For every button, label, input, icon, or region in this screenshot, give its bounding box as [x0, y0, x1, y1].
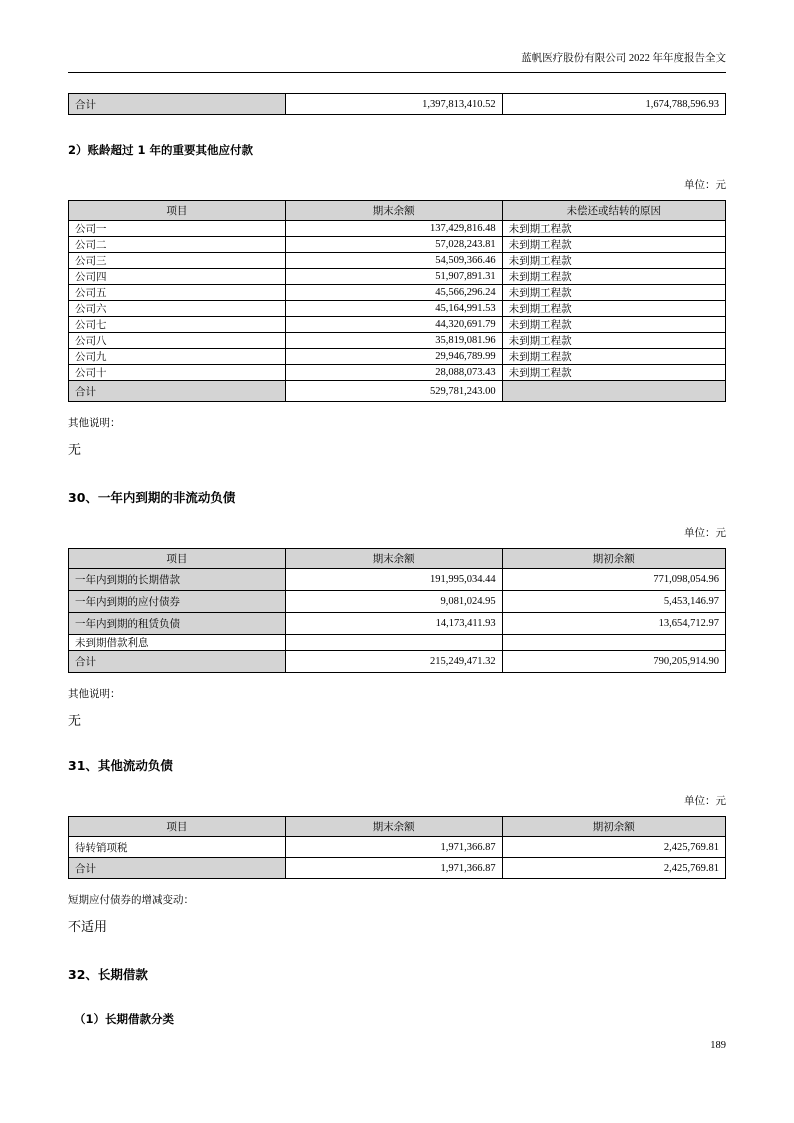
- table-row: [69, 94, 726, 115]
- table-cell: 29,946,789.99: [285, 349, 502, 365]
- table-cell: 5,453,146.97: [502, 591, 725, 613]
- table-row: [69, 333, 726, 349]
- table-cell: 公司十: [69, 365, 286, 381]
- column-header: 期初余额: [502, 817, 725, 837]
- table-cell: 54,509,366.46: [285, 253, 502, 269]
- table-row: [69, 858, 726, 879]
- subsection-heading-loan-classification: （1）长期借款分类: [74, 1012, 175, 1026]
- table-cell: 公司五: [69, 285, 286, 301]
- column-header: 项目: [69, 817, 286, 837]
- table-cell: 51,907,891.31: [285, 269, 502, 285]
- column-header: 期末余额: [285, 817, 502, 837]
- table-cell: 一年内到期的租赁负债: [69, 613, 286, 635]
- table-cell: 28,088,073.43: [285, 365, 502, 381]
- table-row: [69, 285, 726, 301]
- unit-label: 单位：元: [684, 180, 726, 191]
- other-note-label: 其他说明：: [68, 689, 121, 700]
- table-row: [69, 317, 726, 333]
- section-heading-aging-payables: 2）账龄超过 1 年的重要其他应付款: [68, 143, 254, 157]
- section-heading-long-term-loans: 32、长期借款: [68, 967, 148, 982]
- table-row: [69, 569, 726, 591]
- table-cell: 未到期工程款: [502, 333, 725, 349]
- table-cell: 公司四: [69, 269, 286, 285]
- table-row: [69, 651, 726, 673]
- column-header: 项目: [69, 201, 286, 221]
- table-cell: 13,654,712.97: [502, 613, 725, 635]
- table-cell: 公司八: [69, 333, 286, 349]
- table-cell: 合计: [69, 94, 286, 115]
- table-cell: 未到期工程款: [502, 285, 725, 301]
- table-cell: 公司二: [69, 237, 286, 253]
- table-cell: 1,971,366.87: [285, 858, 502, 879]
- table-cell: 1,674,788,596.93: [502, 94, 725, 115]
- table-cell: 一年内到期的应付债券: [69, 591, 286, 613]
- other-current-liabilities-table: [68, 816, 726, 879]
- table-row: [69, 301, 726, 317]
- column-header: 期末余额: [285, 549, 502, 569]
- table-cell: 未到期工程款: [502, 317, 725, 333]
- table-row: [69, 253, 726, 269]
- aging-payables-table: [68, 200, 726, 402]
- table-cell: 57,028,243.81: [285, 237, 502, 253]
- short-term-bonds-change-label: 短期应付债券的增减变动：: [68, 895, 194, 906]
- table-cell: 1,971,366.87: [285, 837, 502, 858]
- table-cell: 一年内到期的长期借款: [69, 569, 286, 591]
- page-number: 189: [710, 1040, 726, 1051]
- table-cell: [285, 635, 502, 651]
- column-header: 项目: [69, 549, 286, 569]
- table-cell: 公司三: [69, 253, 286, 269]
- table-row: [69, 237, 726, 253]
- table-cell: 44,320,691.79: [285, 317, 502, 333]
- table-cell: 771,098,054.96: [502, 569, 725, 591]
- table-row: [69, 381, 726, 402]
- table-cell: 45,164,991.53: [285, 301, 502, 317]
- table-cell: 公司一: [69, 221, 286, 237]
- table-cell: 合计: [69, 651, 286, 673]
- other-note-value: 无: [68, 442, 82, 457]
- table-row: [69, 591, 726, 613]
- table-header-row: [69, 549, 726, 569]
- carryover-total-table: [68, 93, 726, 115]
- short-term-bonds-change-value: 不适用: [68, 919, 108, 934]
- table-cell: 公司六: [69, 301, 286, 317]
- table-cell: 公司七: [69, 317, 286, 333]
- table-cell: 未到期借款利息: [69, 635, 286, 651]
- table-cell: 合计: [69, 381, 286, 402]
- table-row: [69, 837, 726, 858]
- table-cell: 未到期工程款: [502, 253, 725, 269]
- table-cell: 137,429,816.48: [285, 221, 502, 237]
- table-cell: 529,781,243.00: [285, 381, 502, 402]
- table-header-row: [69, 817, 726, 837]
- table-cell: 未到期工程款: [502, 301, 725, 317]
- table-cell: 待转销项税: [69, 837, 286, 858]
- unit-label: 单位：元: [684, 528, 726, 539]
- table-cell: 215,249,471.32: [285, 651, 502, 673]
- column-header: 未偿还或结转的原因: [502, 201, 725, 221]
- table-cell: [502, 381, 725, 402]
- table-row: [69, 613, 726, 635]
- table-cell: 合计: [69, 858, 286, 879]
- table-row: [69, 269, 726, 285]
- table-cell: 未到期工程款: [502, 365, 725, 381]
- table-row: [69, 365, 726, 381]
- table-cell: 公司九: [69, 349, 286, 365]
- table-cell: 2,425,769.81: [502, 837, 725, 858]
- column-header: 期末余额: [285, 201, 502, 221]
- table-row: [69, 635, 726, 651]
- noncurrent-liabilities-due-table: [68, 548, 726, 673]
- table-cell: 1,397,813,410.52: [285, 94, 502, 115]
- table-cell: 45,566,296.24: [285, 285, 502, 301]
- section-heading-other-current-liabilities: 31、其他流动负债: [68, 758, 173, 773]
- table-cell: 未到期工程款: [502, 349, 725, 365]
- table-cell: 2,425,769.81: [502, 858, 725, 879]
- document-header-title: 蓝帆医疗股份有限公司 2022 年年度报告全文: [68, 50, 726, 73]
- table-cell: 35,819,081.96: [285, 333, 502, 349]
- table-cell: [502, 635, 725, 651]
- unit-label: 单位：元: [684, 796, 726, 807]
- table-cell: 790,205,914.90: [502, 651, 725, 673]
- table-cell: 未到期工程款: [502, 237, 725, 253]
- table-cell: 未到期工程款: [502, 269, 725, 285]
- other-note-label: 其他说明：: [68, 418, 121, 429]
- table-row: [69, 221, 726, 237]
- other-note-value: 无: [68, 713, 82, 728]
- table-row: [69, 349, 726, 365]
- table-header-row: [69, 201, 726, 221]
- table-cell: 9,081,024.95: [285, 591, 502, 613]
- table-cell: 191,995,034.44: [285, 569, 502, 591]
- column-header: 期初余额: [502, 549, 725, 569]
- table-cell: 未到期工程款: [502, 221, 725, 237]
- table-cell: 14,173,411.93: [285, 613, 502, 635]
- section-heading-noncurrent-liabilities-due: 30、一年内到期的非流动负债: [68, 490, 236, 505]
